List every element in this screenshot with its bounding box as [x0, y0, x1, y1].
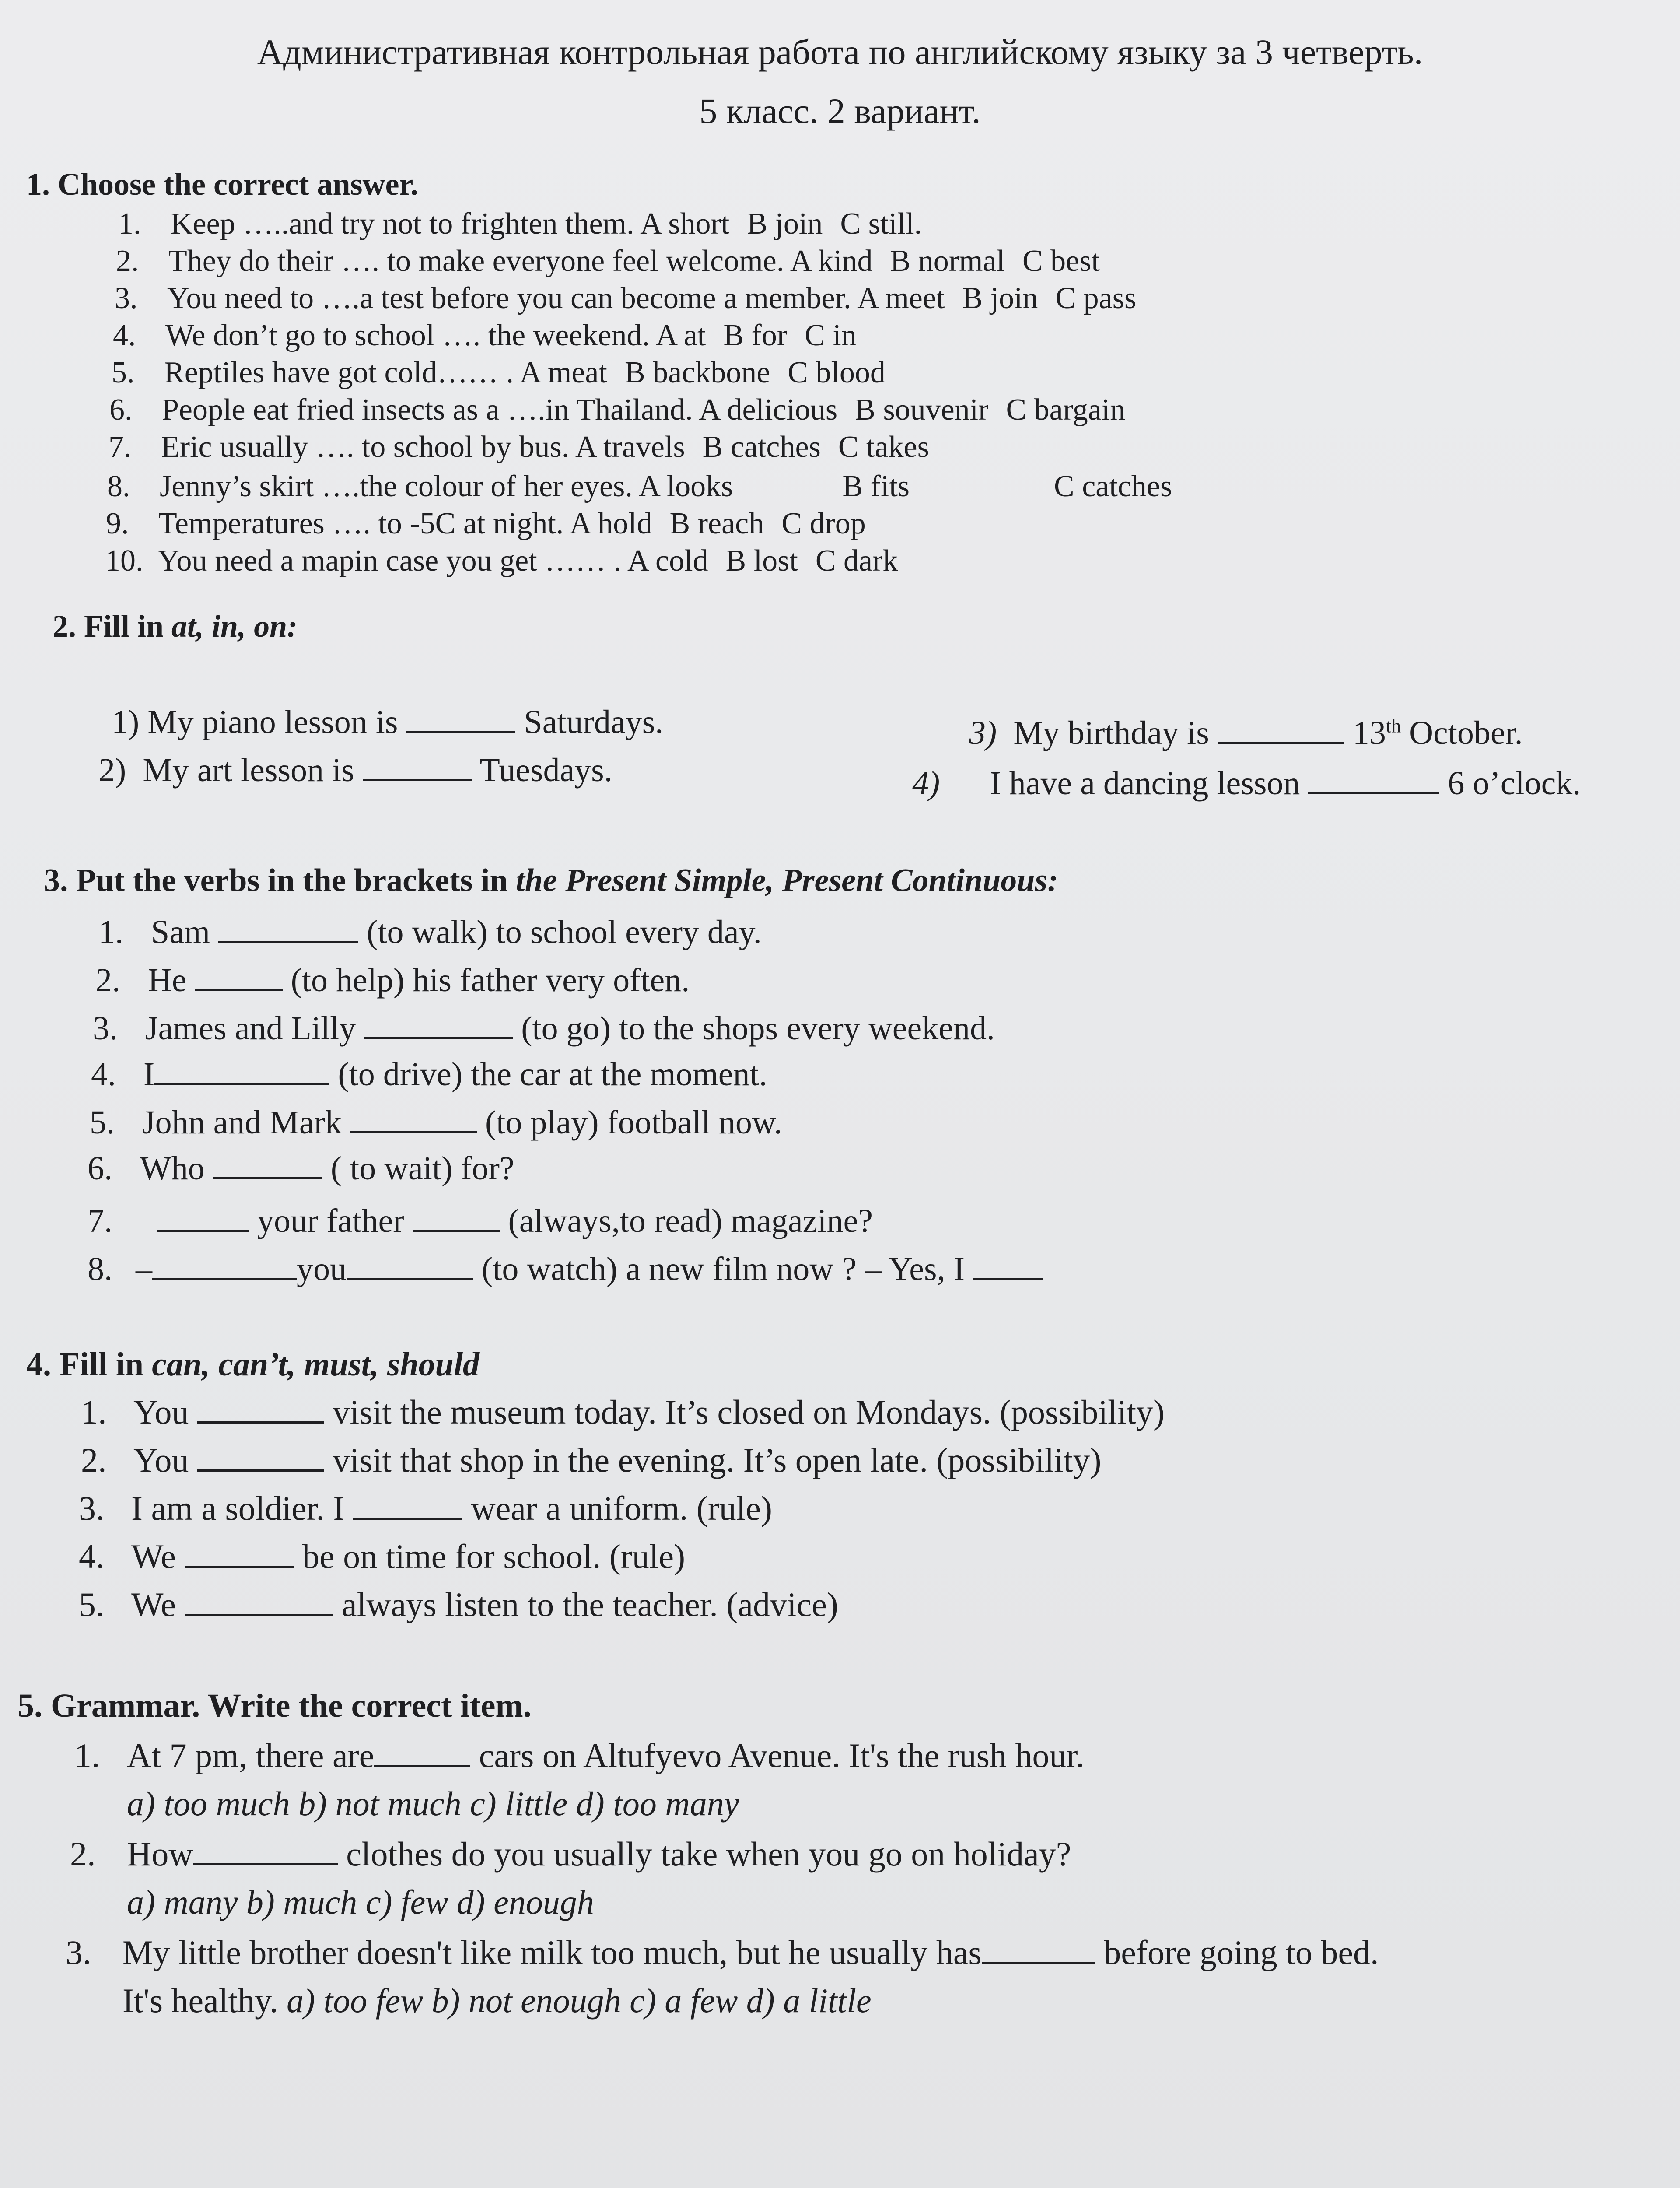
task2-item: 3) My birthday is 13th October.: [969, 715, 1523, 751]
task4-item: 3. I am a soldier. I wear a uniform. (rule): [79, 1489, 773, 1527]
task5-item: 3. My little brother doesn't like milk too much, but he usually has before going to bed.: [66, 1933, 1379, 1971]
task2-item: 1) My piano lesson is Saturdays.: [112, 704, 664, 740]
answer-blank[interactable]: [374, 1739, 470, 1767]
answer-blank[interactable]: [363, 754, 472, 781]
answer-blank[interactable]: [195, 964, 283, 991]
task3-item: 3. James and Lilly (to go) to the shops every weekend.: [93, 1010, 995, 1047]
task2-heading: 2. Fill in at, in, on:: [52, 609, 298, 644]
answer-blank[interactable]: [364, 1012, 513, 1039]
task1-item: 6. People eat fried insects as a ….in Thailand. A delicious B souvenir C bargain: [109, 393, 1126, 427]
title-line-1: Административная контрольная работа по английскому языку за 3 четверть.: [257, 32, 1423, 72]
answer-blank[interactable]: [218, 915, 358, 943]
task1-item: 7. Eric usually …. to school by bus. A travels B catches C takes: [108, 430, 929, 464]
task1-item: 5. Reptiles have got cold…… . A meat B backbone C blood: [112, 356, 886, 389]
task2-item: 4) I have a dancing lesson 6 o’clock.: [912, 765, 1581, 802]
task4-item: 5. We always listen to the teacher. (advice): [79, 1585, 838, 1623]
task3-item: 2. He (to help) his father very often.: [95, 962, 690, 999]
task5-item: 1. At 7 pm, there are cars on Altufyevo Avenue. It's the rush hour.: [74, 1736, 1085, 1774]
task3-item: 7. your father (always,to read) magazine?: [88, 1203, 873, 1239]
task5-item-continuation: It's healthy. a) too few b) not enough c) a few d) a little: [122, 1981, 872, 2020]
task5-options: a) too much b) not much c) little d) too many: [127, 1785, 739, 1823]
answer-blank[interactable]: [185, 1540, 294, 1568]
task1-item: 4. We don’t go to school …. the weekend. A at B for C in: [113, 319, 857, 352]
answer-blank[interactable]: [1218, 716, 1344, 744]
task4-item: 2. You visit that shop in the evening. It’s open late. (possibility): [81, 1441, 1102, 1479]
answer-blank[interactable]: [346, 1252, 473, 1280]
title-line-2: 5 класс. 2 вариант.: [699, 91, 981, 131]
answer-blank[interactable]: [982, 1936, 1096, 1964]
task1-item: 2. They do their …. to make everyone feel welcome. A kind B normal C best: [116, 244, 1100, 278]
answer-blank[interactable]: [406, 705, 515, 733]
answer-blank[interactable]: [413, 1204, 500, 1232]
answer-blank[interactable]: [154, 1058, 329, 1085]
task5-item: 2. How clothes do you usually take when you go on holiday?: [70, 1835, 1071, 1873]
task3-item: 4. I (to drive) the car at the moment.: [91, 1056, 767, 1093]
answer-blank[interactable]: [152, 1252, 297, 1280]
task1-item: 3. You need to ….a test before you can become a member. A meet B join C pass: [115, 281, 1137, 315]
task4-heading: 4. Fill in can, can’t, must, should: [26, 1346, 480, 1383]
answer-blank[interactable]: [353, 1492, 462, 1520]
task5-options: a) many b) much c) few d) enough: [127, 1883, 594, 1921]
task3-heading: 3. Put the verbs in the brackets in the Present Simple, Present Continuous:: [44, 863, 1058, 898]
answer-blank[interactable]: [1308, 767, 1439, 794]
task3-item: 1. Sam (to walk) to school every day.: [98, 914, 762, 950]
task5-heading: 5. Grammar. Write the correct item.: [18, 1687, 532, 1724]
answer-blank[interactable]: [157, 1204, 249, 1232]
task4-item: 1. You visit the museum today. It’s closed on Mondays. (possibility): [81, 1393, 1165, 1431]
answer-blank[interactable]: [197, 1444, 324, 1472]
task4-item: 4. We be on time for school. (rule): [79, 1537, 686, 1575]
answer-blank[interactable]: [350, 1106, 477, 1133]
task3-item: 5. John and Mark (to play) football now.: [90, 1104, 782, 1141]
task1-item: 10. You need a mapin case you get …… . A cold B lost C dark: [105, 544, 898, 578]
answer-blank[interactable]: [973, 1252, 1043, 1280]
answer-blank[interactable]: [185, 1588, 333, 1616]
task1-item: 9. Temperatures …. to -5C at night. A hold B reach C drop: [106, 507, 866, 540]
task1-heading: 1. Choose the correct answer.: [26, 167, 418, 202]
task2-item: 2) My art lesson is Tuesdays.: [98, 752, 612, 789]
task3-item: 8. – you (to watch) a new film now ? – Yes, I: [88, 1249, 1043, 1289]
task1-item: 8. Jenny’s skirt ….the colour of her eyes. A looks B fits C catches: [107, 470, 1172, 503]
task1-item: 1. Keep …..and try not to frighten them. A short B join C still.: [118, 207, 922, 241]
answer-blank[interactable]: [213, 1152, 322, 1179]
answer-blank[interactable]: [193, 1838, 338, 1865]
task3-item: 6. Who ( to wait) for?: [88, 1150, 514, 1187]
answer-blank[interactable]: [197, 1396, 324, 1424]
